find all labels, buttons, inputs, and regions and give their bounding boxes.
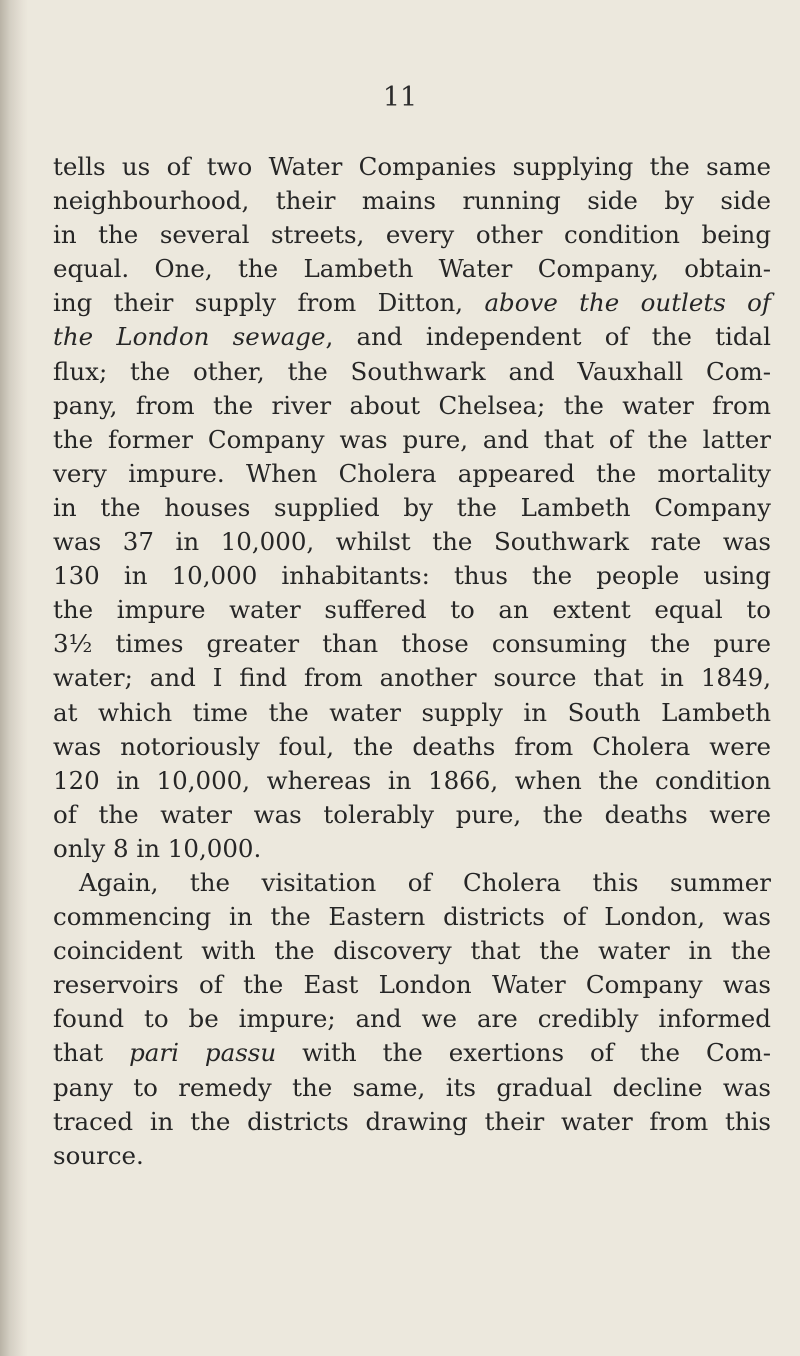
page-binding-shadow [0, 0, 28, 1356]
text-line: 130 in 10,000 inhabitants: thus the people using [53, 561, 771, 591]
text-line: in the several streets, every other condition being [53, 220, 771, 250]
text-line: was 37 in 10,000, whilst the Southwark rate was [53, 527, 771, 557]
text-line: neighbourhood, their mains running side by side [53, 186, 771, 216]
text-line: pany to remedy the same, its gradual decline was [53, 1072, 771, 1102]
text-line: water; and I find from another source that in 1849, [53, 663, 771, 693]
text-line: in the houses supplied by the Lambeth Company [53, 492, 771, 522]
text-line: ing their supply from Ditton, above the outlets of [53, 288, 771, 318]
text-line: source. [53, 1140, 144, 1170]
italic-phrase: above the outlets of [484, 288, 771, 318]
page-number: 11 [382, 82, 418, 113]
text-line: coincident with the discovery that the water in the [53, 936, 771, 966]
text-line: 3½ times greater than those consuming the pure [53, 629, 771, 659]
italic-phrase: the London sewage [53, 322, 326, 352]
text-line: that pari passu with the exertions of the Com- [53, 1038, 771, 1068]
text-line: very impure. When Cholera appeared the mortality [53, 458, 771, 488]
text-line: equal. One, the Lambeth Water Company, obtain- [53, 254, 771, 284]
text-line: traced in the districts drawing their water from this [53, 1106, 771, 1136]
text-line: flux; the other, the Southwark and Vauxhall Com- [53, 356, 771, 386]
text-line: the former Company was pure, and that of the latter [53, 424, 771, 454]
text-line: Again, the visitation of Cholera this summer [79, 867, 771, 897]
text-line: reservoirs of the East London Water Company was [53, 970, 771, 1000]
text-line: of the water was tolerably pure, the deaths were [53, 799, 771, 829]
text-line: the impure water suffered to an extent equal to [53, 595, 771, 625]
text-line: 120 in 10,000, whereas in 1866, when the condition [53, 765, 771, 795]
text-line: only 8 in 10,000. [53, 833, 262, 863]
italic-phrase: pari passu [129, 1038, 277, 1068]
text-line: at which time the water supply in South Lambeth [53, 697, 771, 727]
text-line: pany, from the river about Chelsea; the water from [53, 390, 771, 420]
text-line: commencing in the Eastern districts of London, was [53, 902, 771, 932]
text-line: found to be impure; and we are credibly informed [53, 1004, 771, 1034]
body-text [53, 150, 771, 1173]
text-line: was notoriously foul, the deaths from Cholera were [53, 731, 771, 761]
text-line: the London sewage, and independent of the tidal [53, 322, 771, 352]
text-line: tells us of two Water Companies supplying the same [53, 152, 771, 181]
